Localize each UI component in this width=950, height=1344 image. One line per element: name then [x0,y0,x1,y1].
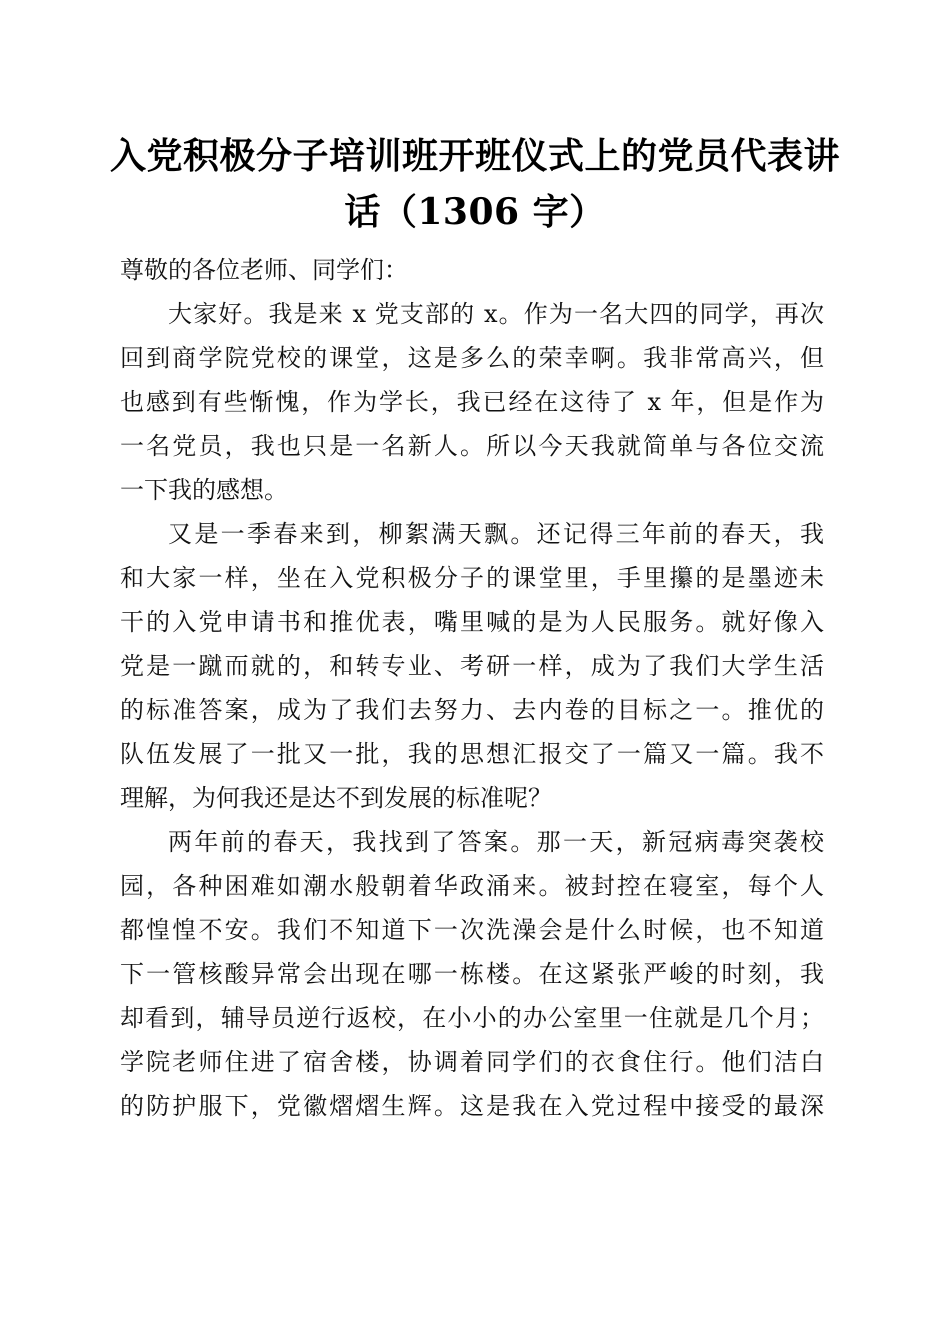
paragraph-3 [120,820,824,1128]
paragraph-line: 的标准答案，成为了我们去努力、去内卷的目标之一。推优的 [120,696,824,724]
document-title [100,128,850,240]
paragraph-line: 党是一蹴而就的，和转专业、考研一样，成为了我们大学生活 [120,652,824,680]
paragraph-line: 学院老师住进了宿舍楼，协调着同学们的衣食住行。他们洁白 [120,1048,824,1076]
paragraph-line: 队伍发展了一批又一批，我的思想汇报交了一篇又一篇。我不 [120,740,824,768]
paragraph-line: 又是一季春来到，柳絮满天飘。还记得三年前的春天，我 [168,520,824,548]
paragraph-line: 回到商学院党校的课堂，这是多么的荣幸啊。我非常高兴，但 [120,344,824,372]
paragraph-line: 的防护服下，党徽熠熠生辉。这是我在入党过程中接受的最深 [120,1092,824,1120]
paragraph-line: 干的入党申请书和推优表，嘴里喊的是为人民服务。就好像入 [120,608,824,636]
document-body [120,248,824,1128]
paragraph-line: 一下我的感想。 [120,476,288,504]
title-line-1: 入党积极分子培训班开班仪式上的党员代表讲 [109,135,840,177]
paragraph-line: 却看到，辅导员逆行返校，在小小的办公室里一住就是几个月； [120,1004,824,1032]
paragraph-line: 园，各种困难如潮水般朝着华政涌来。被封控在寝室，每个人 [120,872,824,900]
paragraph-line: 一名党员，我也只是一名新人。所以今天我就简单与各位交流 [120,432,824,460]
paragraph-line: 理解，为何我还是达不到发展的标准呢？ [120,784,552,812]
title-line-2: 话（1306 字） [344,191,606,233]
paragraph-line: 两年前的春天，我找到了答案。那一天，新冠病毒突袭校 [168,828,824,856]
paragraph-line: 下一管核酸异常会出现在哪一栋楼。在这紧张严峻的时刻，我 [120,960,824,988]
paragraph-line: 都惶惶不安。我们不知道下一次洗澡会是什么时候，也不知道 [120,916,824,944]
salutation: 尊敬的各位老师、同学们： [120,256,408,284]
paragraph-line: 和大家一样，坐在入党积极分子的课堂里，手里攥的是墨迹未 [120,564,824,592]
paragraph-1 [120,292,824,512]
paragraph-line: 大家好。我是来 x 党支部的 x。作为一名大四的同学，再次 [168,300,824,328]
paragraph-line: 也感到有些惭愧，作为学长，我已经在这待了 x 年，但是作为 [120,388,824,416]
paragraph-2 [120,512,824,820]
